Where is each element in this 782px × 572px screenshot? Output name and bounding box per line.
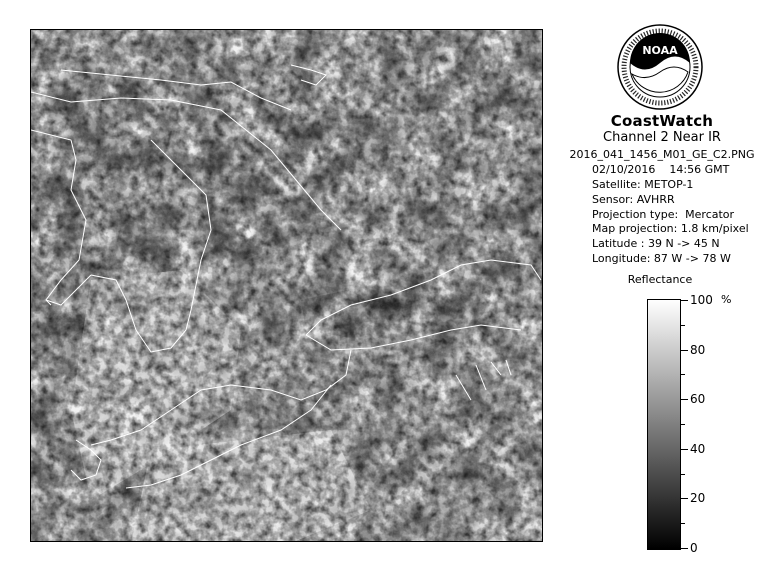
fine-texture [31,30,543,542]
sensor-line: Sensor: AVHRR [592,193,675,206]
colorbar-tick [681,449,688,450]
file-name: 2016_041_1456_M01_GE_C2.PNG [569,148,755,161]
noaa-logo-svg [617,24,703,110]
colorbar-minor-tick [681,474,685,475]
colorbar-tick [681,498,688,499]
colorbar-tick [681,399,688,400]
latitude-line: Latitude : 39 N -> 45 N [592,237,720,250]
reflectance-colorbar [647,299,681,550]
colorbar-minor-tick [681,523,685,524]
longitude-line: Longitude: 87 W -> 78 W [592,252,731,265]
colorbar-tick-label: 60 [690,392,706,406]
brand-subtitle: Channel 2 Near IR [603,130,721,145]
satellite-line: Satellite: METOP-1 [592,178,694,191]
colorbar-tick-label: 0 [690,541,698,555]
colorbar-minor-tick [681,325,685,326]
map-projection-line: Map projection: 1.8 km/pixel [592,222,749,235]
legend-title: Reflectance [627,273,693,286]
satellite-image-svg [31,30,543,542]
colorbar-tick [681,350,688,351]
noaa-logo-icon [617,24,703,110]
colorbar-tick-label: 20 [690,491,706,505]
colorbar-minor-tick [681,424,685,425]
colorbar-tick [681,548,688,549]
colorbar-tick-label: 100 [690,293,713,307]
brand-title: CoastWatch [610,112,714,130]
legend-unit: % [721,293,732,306]
colorbar-tick [681,300,688,301]
satellite-image [30,29,543,542]
colorbar-minor-tick [681,374,685,375]
projection-type-line: Projection type: Mercator [592,208,735,221]
date-time-line: 02/10/2016 14:56 GMT [592,163,730,176]
colorbar-tick-label: 80 [690,343,706,357]
colorbar-tick-label: 40 [690,442,706,456]
logo-text: NOAA [642,44,678,57]
